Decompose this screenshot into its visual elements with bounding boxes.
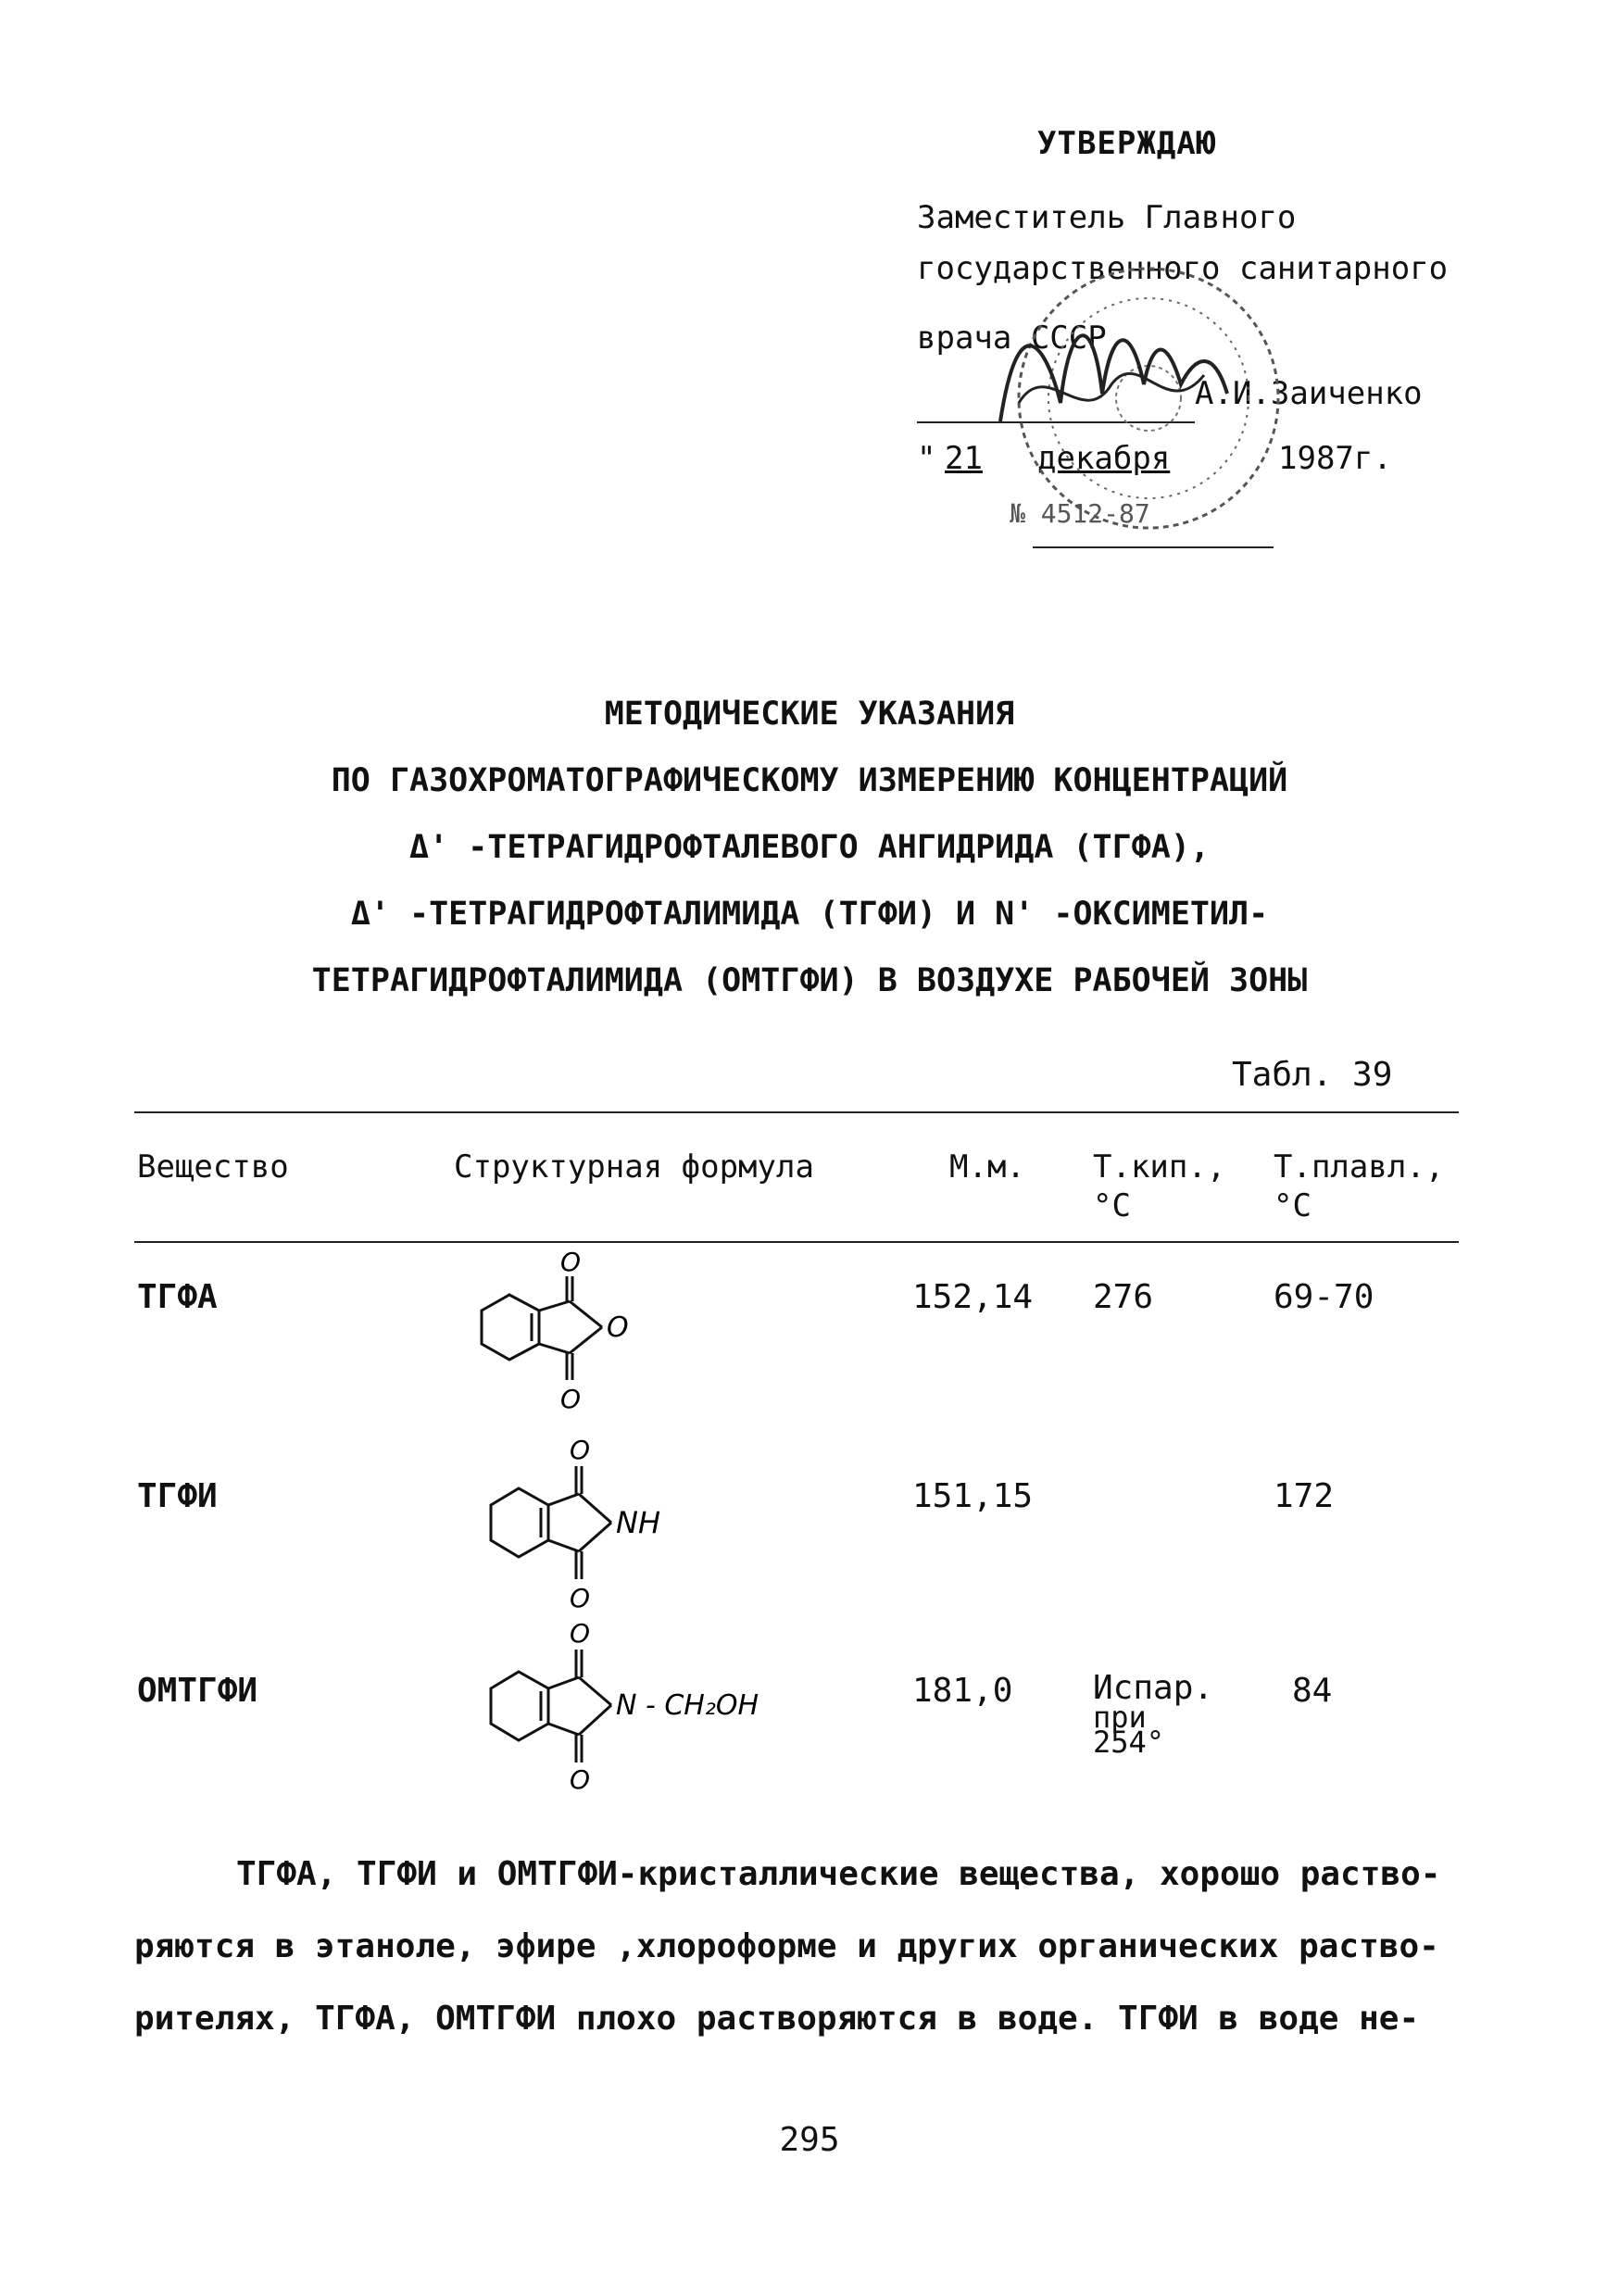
approval-date-open: " <box>917 440 936 477</box>
formula-tgfi <box>472 1431 732 1612</box>
body-paragraph <box>134 1838 1468 2055</box>
paragraph-line-2: ряются в этаноле, эфире ,хлороформе и других органических раство- <box>134 1927 1439 1965</box>
tgfa-o-ring: O <box>607 1311 629 1344</box>
table-header-rule <box>134 1241 1459 1243</box>
title-line-3: Δ' -ТЕТРАГИДРОФТАЛЕВОГО АНГИДРИДА (ТГФА), <box>409 829 1210 866</box>
approval-name: А.И.Заиченко <box>1195 375 1423 412</box>
tgfa-o-bottom: O <box>560 1384 582 1414</box>
header-substance: Вещество <box>137 1148 289 1186</box>
header-bp: Т.кип., <box>1093 1148 1226 1186</box>
omtgfi-o-bottom: O <box>570 1764 591 1792</box>
header-mp: Т.плавл., <box>1274 1148 1445 1186</box>
title-line-5: ТЕТРАГИДРОФТАЛИМИДА (ОМТГФИ) В ВОЗДУХЕ РАБОЧЕЙ ЗОНЫ <box>311 962 1308 999</box>
row-2-substance: ТГФИ <box>137 1477 218 1515</box>
table-top-rule <box>134 1111 1459 1113</box>
row-1-substance: ТГФА <box>137 1278 218 1316</box>
table-caption: Табл. 39 <box>1232 1056 1393 1094</box>
omtgfi-n-ch2oh: N - CH₂OH <box>616 1689 759 1722</box>
row-3-mw: 181,0 <box>912 1672 1013 1710</box>
row-3-bp-line-1: Испар. <box>1093 1669 1214 1707</box>
approval-date-day: 21 <box>945 440 983 477</box>
formula-omtgfi <box>472 1607 843 1792</box>
paragraph-line-1: ТГФА, ТГФИ и ОМТГФИ-кристаллические вещества, хорошо раство- <box>236 1855 1441 1893</box>
document-title <box>0 681 1619 1014</box>
page-number: 295 <box>779 2121 840 2159</box>
title-line-2: ПО ГАЗОХРОМАТОГРАФИЧЕСКОМУ ИЗМЕРЕНИЮ КОНЦЕНТРАЦИЙ <box>331 762 1288 799</box>
formula-tgfa <box>463 1250 704 1417</box>
row-3-substance: ОМТГФИ <box>137 1672 258 1710</box>
row-3-bp <box>1093 1669 1214 1760</box>
approval-title: УТВЕРЖДАЮ <box>1037 125 1217 162</box>
header-mw: М.м. <box>949 1148 1025 1186</box>
tgfi-nh: NH <box>616 1505 660 1540</box>
official-stamp <box>982 245 1315 542</box>
header-formula: Структурная формула <box>454 1148 814 1186</box>
tgfi-o-bottom: O <box>570 1583 591 1612</box>
reg-underline <box>1033 546 1274 548</box>
row-3-bp-line-2: при <box>1093 1700 1147 1735</box>
approval-reg-number: № 4512-87 <box>1010 498 1150 529</box>
tgfi-o-top: O <box>570 1435 591 1465</box>
row-1-mp: 69-70 <box>1274 1278 1374 1316</box>
paragraph-line-3: рителях, ТГФА, ОМТГФИ плохо растворяются в воде. ТГФИ в воде не- <box>134 2000 1420 2038</box>
approval-position-2: государственного санитарного <box>917 250 1449 287</box>
row-1-mw: 152,14 <box>912 1278 1034 1316</box>
approval-position-3: врача СССР <box>917 320 1107 357</box>
row-1-bp: 276 <box>1093 1278 1154 1316</box>
title-line-4: Δ' -ТЕТРАГИДРОФТАЛИМИДА (ТГФИ) И N' -ОКСИМЕТИЛ- <box>350 896 1269 933</box>
header-bp-unit: °С <box>1093 1187 1131 1224</box>
approval-date-month: декабря <box>1037 440 1171 477</box>
row-2-mp: 172 <box>1274 1477 1335 1515</box>
row-3-mp: 84 <box>1292 1672 1333 1710</box>
approval-date-year: 1987г. <box>1278 440 1392 477</box>
tgfa-o-top: O <box>560 1250 582 1277</box>
row-3-bp-line-3: 254° <box>1093 1725 1165 1760</box>
omtgfi-o-top: O <box>570 1618 591 1649</box>
header-mp-unit: °С <box>1274 1187 1312 1224</box>
approval-position: Заместитель Главного <box>917 199 1297 236</box>
row-2-mw: 151,15 <box>912 1477 1034 1515</box>
title-line-1: МЕТОДИЧЕСКИЕ УКАЗАНИЯ <box>604 696 1015 733</box>
